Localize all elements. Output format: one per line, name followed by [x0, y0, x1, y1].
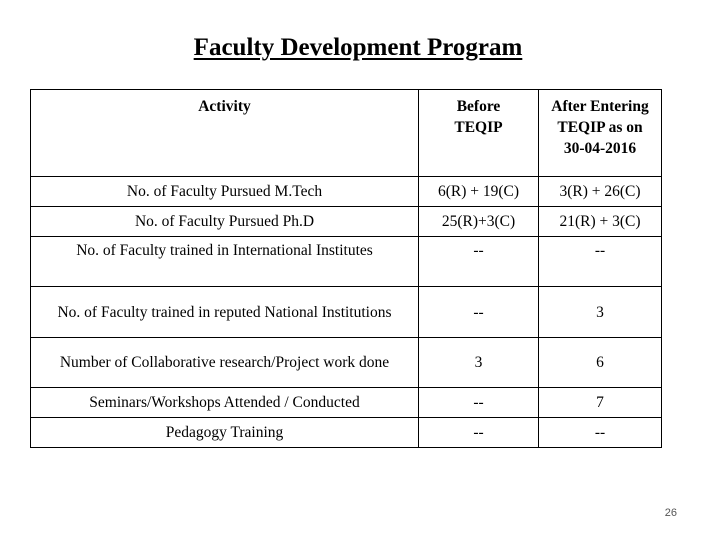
- after-cell: 7: [539, 388, 662, 418]
- before-cell: 25(R)+3(C): [419, 207, 539, 237]
- activity-column-header: Activity: [31, 90, 419, 177]
- before-cell: --: [419, 418, 539, 448]
- after-cell: --: [539, 418, 662, 448]
- before-cell: --: [419, 237, 539, 287]
- after-cell: --: [539, 237, 662, 287]
- after-teqip-column-header: After Entering TEQIP as on 30-04-2016: [539, 90, 662, 177]
- table-row: [31, 388, 662, 418]
- table-header-row: [31, 90, 662, 177]
- before-teqip-column-header: Before TEQIP: [419, 90, 539, 177]
- activity-cell: No. of Faculty Pursued M.Tech: [31, 177, 419, 207]
- activity-cell: Seminars/Workshops Attended / Conducted: [31, 388, 419, 418]
- table-row: [31, 237, 662, 287]
- before-cell: --: [419, 388, 539, 418]
- before-cell: 3: [419, 338, 539, 388]
- activity-cell: Number of Collaborative research/Project work done: [31, 338, 419, 388]
- page-number: 26: [664, 507, 677, 519]
- after-cell: 3(R) + 26(C): [539, 177, 662, 207]
- activity-cell: Pedagogy Training: [31, 418, 419, 448]
- before-cell: --: [419, 287, 539, 338]
- table-row: [31, 177, 662, 207]
- table-row: [31, 418, 662, 448]
- after-cell: 21(R) + 3(C): [539, 207, 662, 237]
- faculty-development-table: [30, 89, 662, 448]
- activity-cell: No. of Faculty trained in International Institutes: [31, 237, 419, 287]
- before-cell: 6(R) + 19(C): [419, 177, 539, 207]
- page-title: Faculty Development Program: [193, 34, 523, 61]
- after-cell: 6: [539, 338, 662, 388]
- activity-cell: No. of Faculty trained in reputed National Institutions: [31, 287, 419, 338]
- table-row: [31, 207, 662, 237]
- table-row: [31, 287, 662, 338]
- activity-cell: No. of Faculty Pursued Ph.D: [31, 207, 419, 237]
- after-cell: 3: [539, 287, 662, 338]
- table-row: [31, 338, 662, 388]
